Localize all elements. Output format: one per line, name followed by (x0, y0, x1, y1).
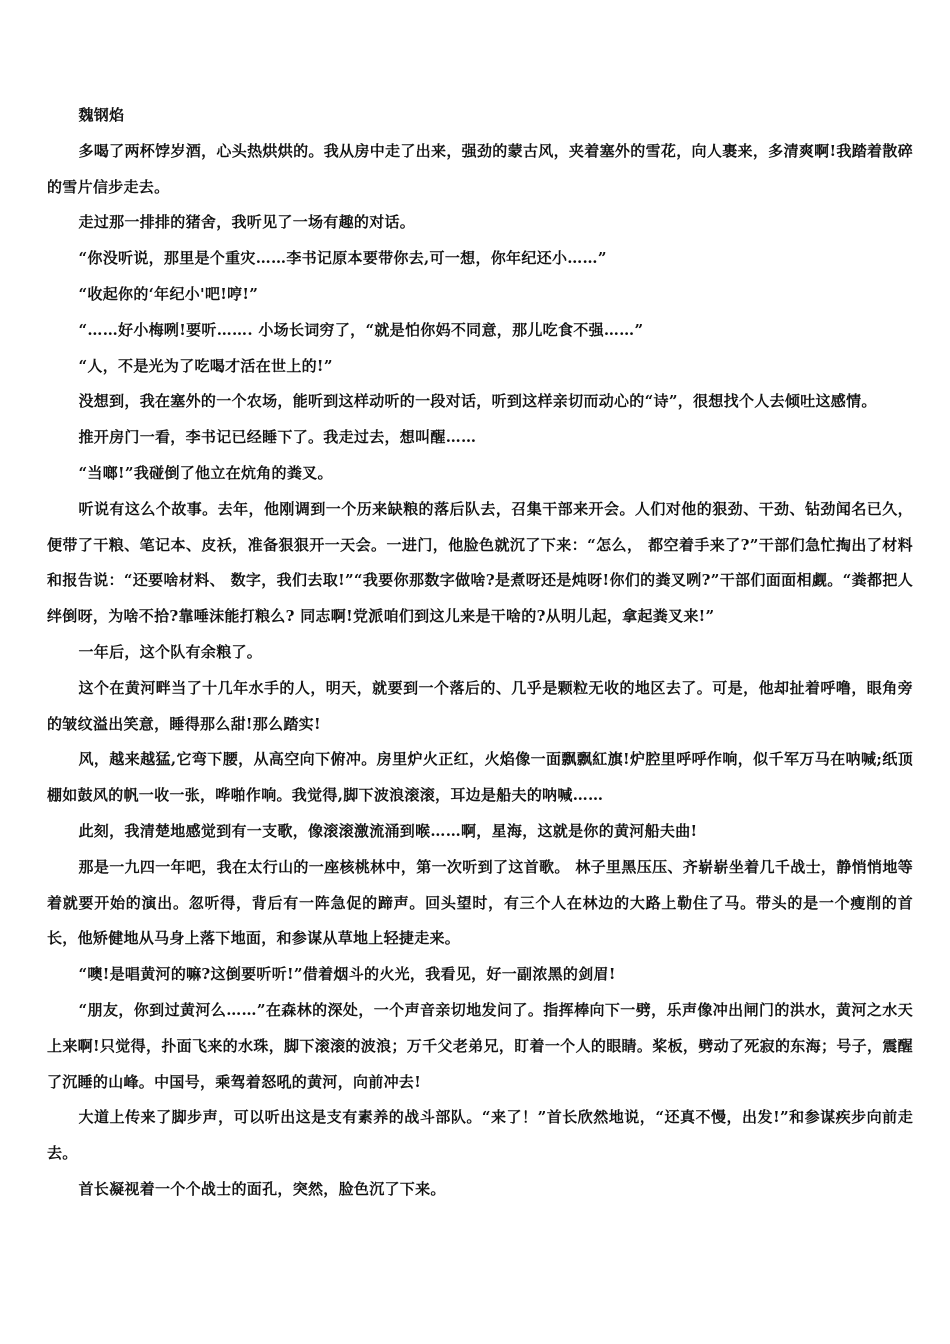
paragraph: 那是一九四一年吧，我在太行山的一座核桃林中，第一次听到了这首歌。 林子里黑压压、齐崭崭坐着几千战士，静悄悄地等着就要开始的演出。忽听得，背后有一阵急促的蹄声。回头望时，有三个人在林边的大路上勒住了马。带头的是一个瘦削的首长，他矫健地从马身上落下地面，和参谋从草地上轻捷走来。 (47, 857, 913, 948)
paragraph: “人，不是光为了吃喝才活在世上的!” (78, 356, 333, 375)
author-name: 魏钢焰 (78, 106, 125, 124)
paragraph: “……好小梅咧!要听……. 小场长词穷了，“就是怕你妈不同意，那儿吃食不强……” (78, 320, 644, 339)
paragraph: 风，越来越猛,它弯下腰，从高空向下俯冲。房里炉火正红，火焰像一面飘飘紅旗!炉腔里呼呼作响，似千军万马在呐喊;纸顶棚如鼓风的帆一收一张，哗啪作响。我觉得,脚下波浪滚滚，耳边是船夫的呐喊…… (47, 750, 913, 805)
paragraph: 一年后，这个队有余粮了。 (78, 642, 263, 661)
paragraph: “你没听说，那里是个重灾……李书记原本要带你去,可一想，你年纪还小……” (78, 249, 607, 268)
paragraph: “收起你的‘年纪小'吧!哼!” (78, 284, 259, 303)
paragraph: 这个在黄河畔当了十几年水手的人，明天，就要到一个落后的、几乎是颗粒无收的地区去了。可是，他却扯着呼噜，眼角旁的皱纹溢出笑意，睡得那么甜!那么踏实! (47, 678, 913, 733)
paragraph: “噢!是唱黄河的嘛?这倒要听听!”借着烟斗的火光，我看见，好一副浓黑的剑眉! (78, 965, 616, 984)
paragraph: 此刻，我清楚地感觉到有一支歌，像滚滚激流涌到喉……啊，星海，这就是你的黄河船夫曲! (78, 821, 698, 840)
paragraph: 推开房门一看，李书记已经睡下了。我走过去，想叫醒…… (78, 428, 477, 447)
article-body (47, 98, 913, 1208)
paragraph: “朋友，你到过黄河么……”在森林的深处，一个声音亲切地发问了。指挥棒向下一劈，乐声像冲出闸门的洪水，黄河之水天上来啊!只觉得，扑面飞来的水珠，脚下滚滚的波浪；万千父老弟兄，盯着一个人的眼睛。桨板，劈动了死寂的东海；号子，震醒了沉睡的山峰。中国号，乘驾着怒吼的黄河，向前冲去! (47, 1000, 913, 1091)
paragraph: 走过那一排排的猪舍，我听见了一场有趣的对话。 (78, 213, 416, 232)
paragraph: 首长凝视着一个个战士的面孔，突然，脸色沉了下来。 (78, 1179, 446, 1198)
paragraph: 大道上传来了脚步声，可以听出这是支有素养的战斗部队。“来了！”首长欣然地说，“还真不慢，出发!”和参谋疾步向前走去。 (47, 1108, 913, 1163)
paragraph: 多喝了两杯饽岁酒，心头热烘烘的。我从房中走了出来，强劲的蒙古风，夹着塞外的雪花，向人裹来，多清爽啊!我踏着散碎的雪片信步走去。 (47, 141, 913, 196)
paragraph: 听说有这么个故事。去年，他刚调到一个历来缺粮的落后队去，召集干部来开会。人们对他的狠劲、干劲、钻劲闻名已久，便带了干粮、笔记本、皮袄，准备狠狠开一天会。一进门，他脸色就沉了下来：“怎么， 都空着手来了?”干部们急忙掏出了材料和报告说：“还要啥材料、 数字，我们去取!”“我要你那数字做啥?是煮呀还是炖呀!你们的粪叉咧?”干部们面面相觑。“粪都把人绊倒呀，为啥不拾?靠唾沫能打粮么? 同志啊!党派咱们到这儿来是干啥的?从明儿起，拿起粪叉来!” (47, 499, 913, 626)
paragraph: “当啷!”我碰倒了他立在炕角的粪叉。 (78, 463, 333, 482)
paragraph: 没想到，我在塞外的一个农场，能听到这样动听的一段对话，听到这样亲切而动心的“诗”，很想找个人去倾吐这感情。 (78, 392, 877, 411)
